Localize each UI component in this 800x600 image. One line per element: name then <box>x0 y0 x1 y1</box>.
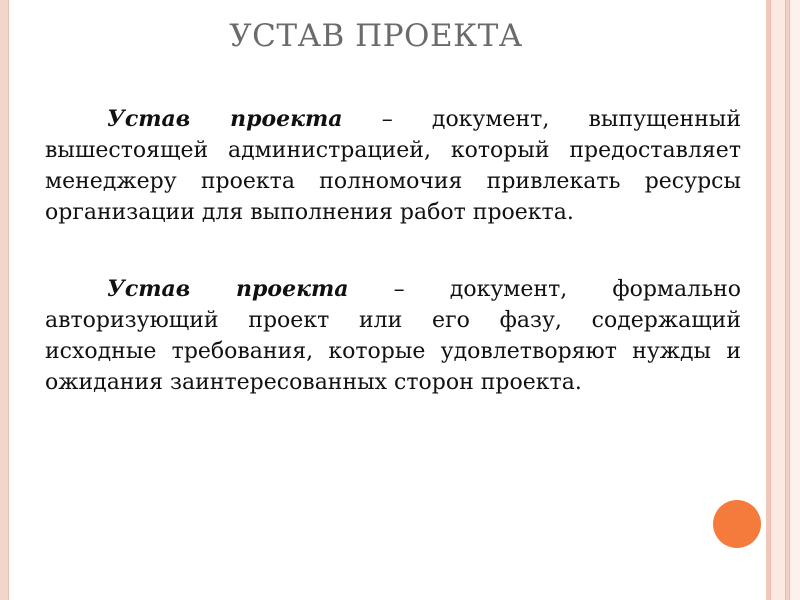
definition-term: Устав проекта <box>107 276 349 302</box>
slide-title: УСТАВ ПРОЕКТА <box>229 18 523 54</box>
definition-paragraph-1 <box>45 104 741 228</box>
left-decorative-border <box>0 0 9 600</box>
definition-text: – документ, выпущенный вышестоящей администрацией, который предоставляет менеджеру проекта полномочия привлекать ресурсы организации для выполнения работ проекта. <box>45 107 741 225</box>
right-decorative-stripe <box>789 0 800 600</box>
definition-text: – документ, формально авторизующий проект или его фазу, содержащий исходные требования, которые удовлетворяют нужды и ожидания заинтересованных сторон проекта. <box>45 277 741 395</box>
orange-circle-decoration <box>713 500 761 548</box>
right-decorative-stripe <box>770 0 786 600</box>
slide-body <box>45 104 741 398</box>
definition-term: Устав проекта <box>107 106 343 132</box>
definition-paragraph-2 <box>45 274 741 398</box>
